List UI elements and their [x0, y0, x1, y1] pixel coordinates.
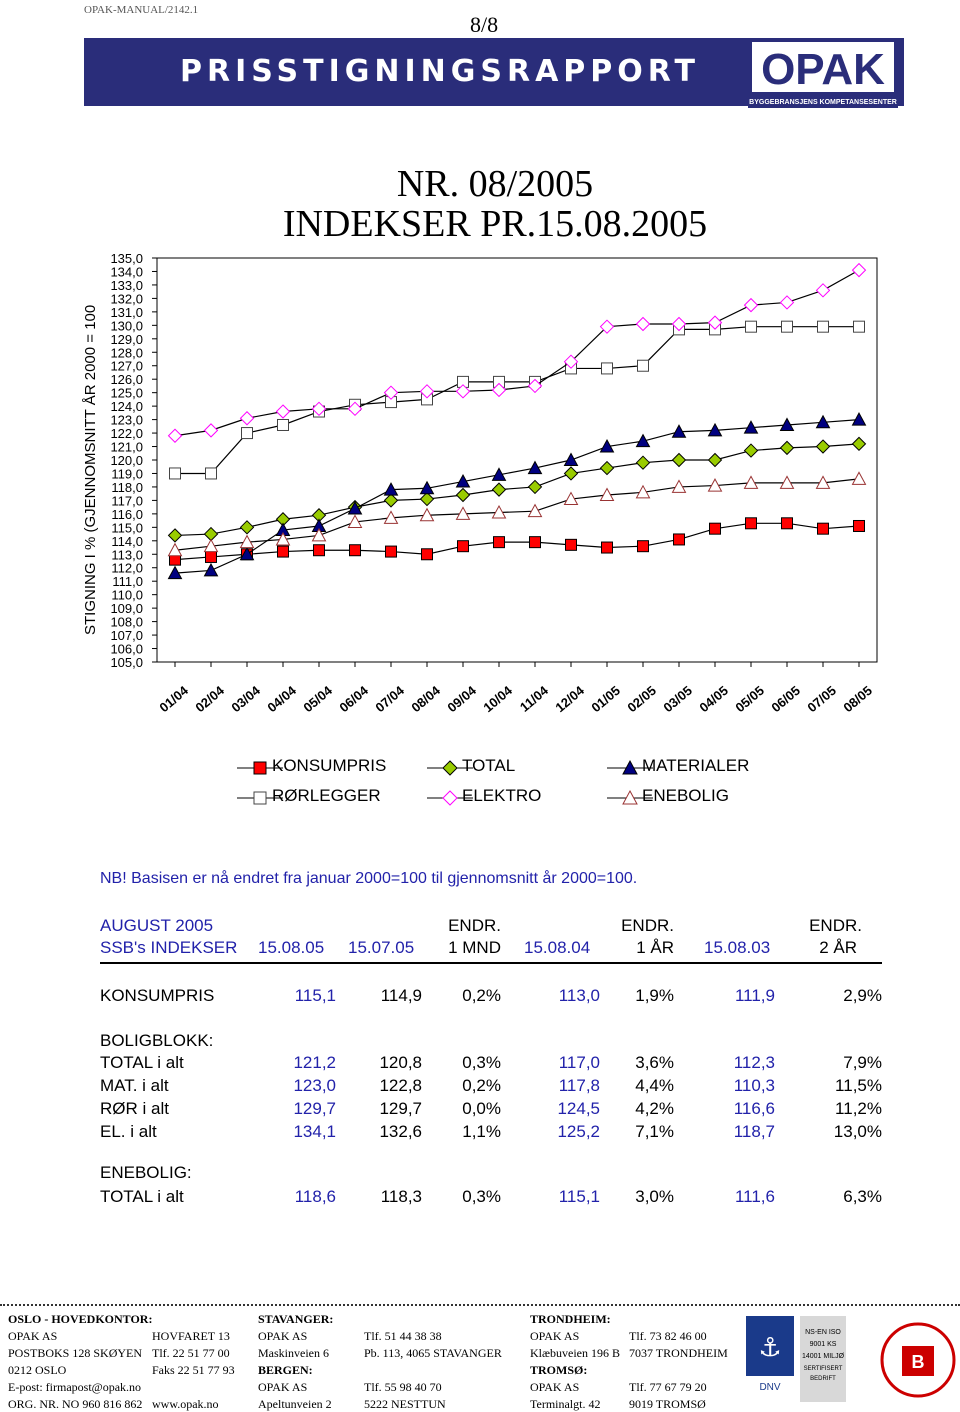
footer-col3-line: OPAK AS	[258, 1329, 308, 1343]
svg-text:BEDRIFT: BEDRIFT	[810, 1376, 836, 1382]
row-mat-cell: 122,8	[379, 1076, 422, 1095]
table-header-row-cell: 15.07.05	[348, 938, 415, 957]
x-tick-label: 02/05	[624, 682, 659, 716]
y-tick-label: 134,0	[110, 264, 143, 280]
footer-col3-line: OPAK AS	[258, 1380, 308, 1394]
table-header-change-1m: ENDR.	[448, 916, 501, 935]
row-ror-cell: 11,2%	[835, 1099, 882, 1118]
footer-col5-line: OPAK AS	[530, 1380, 580, 1394]
y-tick-label: 118,0	[111, 479, 143, 495]
row-konsumpris-cell: 1,9%	[635, 986, 674, 1005]
x-tick-label: 06/05	[768, 682, 803, 716]
y-tick-label: 110,0	[111, 587, 143, 603]
y-tick-label: 113,0	[111, 547, 143, 563]
y-tick-label: 124,0	[110, 399, 143, 415]
row-ror-cell: 4,2%	[635, 1099, 674, 1118]
footer-col6-line: Tlf. 73 82 46 00	[629, 1329, 707, 1343]
row-mat-cell: 11,5%	[835, 1076, 882, 1095]
footer-col4-line: Tlf. 55 98 40 70	[364, 1380, 442, 1394]
y-tick-label: 106,0	[110, 641, 143, 657]
certification-logos	[746, 1316, 956, 1406]
y-axis-title: STIGNING I % (GJENNOMSNITT ÅR 2000 = 100	[82, 304, 99, 635]
table-header-row-cell: 2 ÅR	[819, 938, 857, 957]
row-enebolig-total-cell: 115,1	[558, 1187, 600, 1206]
table-header-row-cell: 15.08.04	[524, 938, 591, 957]
y-tick-label: 131,0	[110, 304, 143, 320]
y-tick-label: 116,0	[111, 506, 143, 522]
logo-wordmark: OPAK	[761, 45, 885, 94]
footer-col1-line: 0212 OSLO	[8, 1363, 67, 1377]
row-ror-cell: RØR i alt	[100, 1099, 169, 1118]
x-tick-label: 01/04	[156, 682, 191, 716]
footer-col4-line: 5222 NESTTUN	[364, 1397, 446, 1411]
row-ror-cell: 0,0%	[462, 1099, 501, 1118]
footer-col6-line: Tlf. 77 67 79 20	[629, 1380, 707, 1394]
footer-col4-line: Pb. 113, 4065 STAVANGER	[364, 1346, 502, 1360]
y-tick-label: 132,0	[110, 291, 143, 307]
legend-label-materialer: MATERIALER	[642, 756, 750, 775]
row-ror-cell: 129,7	[293, 1099, 336, 1118]
row-konsumpris-cell: 111,9	[734, 986, 775, 1005]
footer-col1-line: ORG. NR. NO 960 816 862	[8, 1397, 143, 1411]
y-tick-label: 122,0	[110, 426, 143, 442]
row-konsumpris-cell: 113,0	[558, 986, 600, 1005]
y-tick-label: 119,0	[111, 466, 143, 482]
footer-col3-line: BERGEN:	[258, 1363, 313, 1377]
row-konsumpris-cell: 115,1	[294, 986, 336, 1005]
x-tick-label: 07/05	[804, 682, 839, 716]
x-tick-label: 10/04	[480, 682, 515, 716]
table-header-row-cell: SSB's INDEKSER	[100, 938, 238, 957]
svg-text:NS-EN ISO: NS-EN ISO	[805, 1329, 841, 1336]
row-konsumpris-cell: 0,2%	[462, 986, 501, 1005]
legend-label-rorlegger: RØRLEGGER	[272, 786, 381, 805]
row-konsumpris-cell: 114,9	[380, 986, 422, 1005]
y-tick-label: 130,0	[110, 318, 143, 334]
legend-label-total: TOTAL	[462, 756, 516, 775]
row-total-cell: 3,6%	[635, 1053, 674, 1072]
svg-text:SERTIFISERT: SERTIFISERT	[803, 1366, 843, 1372]
dnv-label: DNV	[759, 1382, 781, 1393]
row-total-cell: 0,3%	[462, 1053, 501, 1072]
row-mat-cell: 4,4%	[635, 1076, 674, 1095]
svg-text:⚓: ⚓	[758, 1333, 782, 1363]
footer-col2-line: Tlf. 22 51 77 00	[152, 1346, 230, 1360]
row-el-cell: 1,1%	[462, 1122, 501, 1141]
row-ror-cell: 116,6	[733, 1099, 775, 1118]
row-el-cell: 132,6	[379, 1122, 422, 1141]
x-tick-label: 06/04	[336, 682, 371, 716]
footer-col6-line: 7037 TRONDHEIM	[629, 1346, 728, 1360]
svg-text:B: B	[911, 1352, 925, 1372]
row-mat-cell: 123,0	[293, 1076, 336, 1095]
footer-col3-line: STAVANGER:	[258, 1312, 334, 1326]
y-tick-label: 114,0	[111, 533, 143, 549]
footer-col5-line: Terminalgt. 42	[530, 1397, 601, 1411]
x-tick-label: 04/04	[264, 682, 299, 716]
y-tick-label: 108,0	[110, 614, 143, 630]
x-tick-label: 08/04	[408, 682, 443, 716]
row-total-cell: TOTAL i alt	[100, 1053, 184, 1072]
row-ror-cell: 129,7	[379, 1099, 422, 1118]
legend-label-elektro: ELEKTRO	[462, 786, 542, 805]
table-header-row-cell: 15.08.03	[704, 938, 771, 957]
row-el-cell: EL. i alt	[100, 1122, 157, 1141]
table-header-change-1y: ENDR.	[621, 916, 674, 935]
x-tick-label: 12/04	[552, 682, 587, 716]
table-header-row-cell: 15.08.05	[258, 938, 325, 957]
row-enebolig-total-cell: 118,3	[380, 1187, 422, 1206]
row-el-cell: 125,2	[557, 1122, 600, 1141]
row-el-cell: 7,1%	[635, 1122, 674, 1141]
y-tick-label: 115,0	[111, 520, 143, 536]
base-change-note: NB! Basisen er nå endret fra januar 2000=100 til gjennomsnitt år 2000=100.	[100, 870, 638, 887]
footer-col6-line: 9019 TROMSØ	[629, 1397, 706, 1411]
x-tick-label: 03/05	[660, 682, 695, 716]
y-tick-label: 121,0	[110, 439, 143, 455]
y-tick-label: 133,0	[110, 277, 143, 293]
footer-col5-line: TROMSØ:	[530, 1363, 588, 1377]
row-enebolig-total-cell: 111,6	[734, 1187, 775, 1206]
row-mat-cell: 0,2%	[462, 1076, 501, 1095]
x-tick-label: 05/05	[732, 682, 767, 716]
y-tick-label: 117,0	[111, 493, 143, 509]
footer-col2-line: Faks 22 51 77 93	[152, 1363, 235, 1377]
footer-col3-line: Apeltunveien 2	[258, 1397, 332, 1411]
x-tick-label: 01/05	[588, 682, 623, 716]
row-mat-cell: 117,8	[558, 1076, 600, 1095]
row-total-cell: 117,0	[558, 1053, 600, 1072]
y-tick-label: 129,0	[110, 331, 143, 347]
legend-label-enebolig: ENEBOLIG	[642, 786, 729, 805]
y-tick-label: 123,0	[110, 412, 143, 428]
row-total-cell: 112,3	[733, 1053, 775, 1072]
row-enebolig-total-cell: TOTAL i alt	[100, 1187, 184, 1206]
row-total-cell: 7,9%	[843, 1053, 882, 1072]
y-tick-label: 105,0	[110, 655, 143, 670]
row-el-cell: 134,1	[293, 1122, 336, 1141]
row-total-cell: 121,2	[293, 1053, 336, 1072]
enebolig-label: ENEBOLIG:	[100, 1163, 192, 1182]
y-tick-label: 111,0	[112, 574, 143, 590]
row-enebolig-total-cell: 118,6	[294, 1187, 336, 1206]
row-mat-cell: 110,3	[733, 1076, 775, 1095]
index-date-title: INDEKSER PR.15.08.2005	[282, 203, 708, 245]
y-tick-label: 107,0	[110, 628, 143, 644]
footer-col5-line: OPAK AS	[530, 1329, 580, 1343]
x-tick-label: 11/04	[516, 682, 551, 715]
y-tick-label: 135,0	[110, 251, 143, 266]
y-tick-label: 125,0	[110, 385, 143, 401]
logo-tagline: BYGGEBRANSJENS KOMPETANSESENTER	[749, 99, 897, 106]
page-number: 8/8	[470, 12, 499, 37]
y-tick-label: 127,0	[110, 358, 143, 374]
table-header-change-2y: ENDR.	[809, 916, 862, 935]
footer-col2-line[interactable]: www.opak.no	[152, 1397, 219, 1411]
y-tick-label: 120,0	[110, 453, 143, 468]
banner-title: PRISSTIGNINGSRAPPORT	[180, 54, 700, 89]
y-tick-label: 126,0	[110, 372, 143, 388]
row-total-cell: 120,8	[379, 1053, 422, 1072]
footer-col4-line: Tlf. 51 44 38 38	[364, 1329, 442, 1343]
row-konsumpris-cell: 2,9%	[843, 986, 882, 1005]
x-tick-label: 08/05	[840, 682, 875, 716]
y-tick-label: 128,0	[110, 345, 143, 361]
svg-text:14001 MILJØ: 14001 MILJØ	[801, 1353, 845, 1360]
footer-col5-line: Klæbuveien 196 B	[530, 1346, 620, 1360]
table-header-row-cell: 1 MND	[448, 938, 501, 957]
boligblokk-label: BOLIGBLOKK:	[100, 1031, 214, 1050]
y-tick-label: 112,0	[111, 560, 143, 576]
footer-col2-line: HOVFARET 13	[152, 1329, 230, 1343]
row-ror-cell: 124,5	[557, 1099, 600, 1118]
svg-text:9001 KS: 9001 KS	[809, 1341, 837, 1348]
table-period-label: AUGUST 2005	[100, 916, 214, 935]
x-tick-label: 03/04	[228, 682, 263, 716]
footer-col3-line: Maskinveien 6	[258, 1346, 329, 1360]
x-tick-label: 04/05	[696, 682, 731, 716]
footer-col1-line: OSLO - HOVEDKONTOR:	[8, 1312, 153, 1326]
x-tick-label: 02/04	[192, 682, 227, 716]
footer-col1-line[interactable]: E-post: firmapost@opak.no	[8, 1380, 142, 1394]
footer-col1-line: OPAK AS	[8, 1329, 58, 1343]
row-enebolig-total-cell: 0,3%	[462, 1187, 501, 1206]
row-el-cell: 118,7	[733, 1122, 775, 1141]
row-enebolig-total-cell: 3,0%	[635, 1187, 674, 1206]
row-konsumpris-cell: KONSUMPRIS	[100, 986, 215, 1005]
x-tick-label: 07/04	[372, 682, 407, 716]
y-tick-label: 109,0	[110, 601, 143, 617]
row-mat-cell: MAT. i alt	[100, 1076, 169, 1095]
legend-label-konsumpris: KONSUMPRIS	[272, 756, 387, 775]
document-code: OPAK-MANUAL/2142.1	[84, 4, 199, 16]
row-el-cell: 13,0%	[833, 1122, 882, 1141]
footer-col5-line: TRONDHEIM:	[530, 1312, 611, 1326]
x-tick-label: 09/04	[444, 682, 479, 716]
x-tick-label: 05/04	[300, 682, 335, 716]
table-header-row-cell: 1 ÅR	[636, 938, 674, 957]
footer-col1-line: POSTBOKS 128 SKØYEN	[8, 1346, 143, 1360]
row-enebolig-total-cell: 6,3%	[843, 1187, 882, 1206]
report-number-title: NR. 08/2005	[396, 163, 594, 205]
